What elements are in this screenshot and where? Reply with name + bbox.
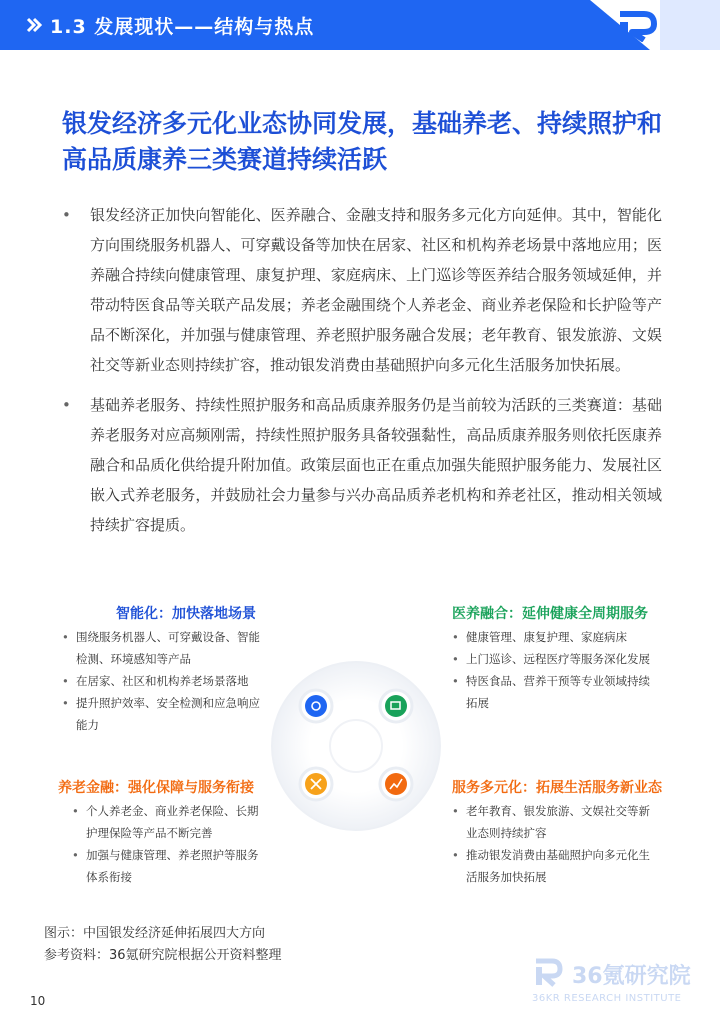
quadrant-title-finance: 养老金融：强化保障与服务衔接 [58, 780, 254, 796]
list-item: • 老年教育、银发旅游、文娱社交等新业态则持续扩容 [452, 800, 652, 844]
medical-monitor-icon [380, 690, 412, 722]
figure-caption: 图示：中国银发经济延伸拓展四大方向 [44, 926, 266, 941]
brand-logo-icon [618, 10, 658, 42]
center-ring-graphic [270, 660, 442, 832]
institute-logo-text: 36氪研究院 [572, 964, 691, 989]
list-item: • 推动银发消费由基础照护向多元化生活服务加快拓展 [452, 844, 652, 888]
bullet-item: • 银发经济正加快向智能化、医养融合、金融支持和服务多元化方向延伸。其中，智能化方向围绕服务机器人、可穿戴设备等加快在居家、社区和机构养老场景中落地应用；医养融合持续向健康管理、康复护理、家庭病床、上门巡诊等医养结合服务领域延伸，并带动特医食品等关联产品发展；养老金融围绕个人养老金、商业养老保险和长护险等产品不断深化，并加强与健康管理、养老照护服务融合发展；老年教育、银发旅游、文娱社交等新业态则持续扩容，推动银发消费由基础照护向多元化生活服务加快拓展。 [62, 200, 662, 380]
section-title: 1.3 发展现状——结构与热点 [50, 16, 315, 38]
institute-logo-subtext: 36KR RESEARCH INSTITUTE [532, 993, 682, 1004]
list-item: • 加强与健康管理、养老照护等服务体系衔接 [72, 844, 267, 888]
page-number: 10 [30, 994, 46, 1008]
quadrant-title-service: 服务多元化：拓展生活服务新业态 [452, 780, 662, 796]
list-item: • 在居家、社区和机构养老场景落地 [62, 670, 267, 692]
page-headline: 银发经济多元化业态协同发展，基础养老、持续照护和高品质康养三类赛道持续活跃 [62, 109, 663, 174]
quadrant-list-service [452, 800, 652, 888]
list-item: • 特医食品、营养干预等专业领域持续拓展 [452, 670, 652, 714]
service-chart-icon [380, 768, 412, 800]
source-caption: 参考资料：36氪研究院根据公开资料整理 [44, 948, 282, 963]
finance-cross-icon [300, 768, 332, 800]
chevron-right-icon [26, 17, 42, 33]
quadrant-title-medical: 医养融合：延伸健康全周期服务 [452, 606, 648, 622]
list-item: • 提升照护效率、安全检测和应急响应能力 [62, 692, 267, 736]
quadrant-list-intelligent [62, 626, 267, 736]
quadrant-title-intelligent: 智能化：加快落地场景 [116, 606, 256, 622]
quadrant-list-finance [72, 800, 267, 888]
brain-chip-icon [300, 690, 332, 722]
bullet-list [62, 200, 662, 550]
list-item: • 围绕服务机器人、可穿戴设备、智能检测、环境感知等产品 [62, 626, 267, 670]
list-item: • 上门巡诊、远程医疗等服务深化发展 [452, 648, 652, 670]
bullet-item: • 基础养老服务、持续性照护服务和高品质康养服务仍是当前较为活跃的三类赛道：基础养老服务对应高频刚需，持续性照护服务具备较强黏性，高品质康养服务则依托医康养融合和品质化供给提升附加值。政策层面也正在重点加强失能照护服务能力、发展社区嵌入式养老服务，并鼓励社会力量参与兴办高品质养老机构和养老社区，推动相关领域持续扩容提质。 [62, 390, 662, 540]
quadrant-list-medical [452, 626, 652, 714]
header-band [0, 0, 720, 50]
institute-logo-watermark [532, 955, 702, 1005]
list-item: • 个人养老金、商业养老保险、长期护理保险等产品不断完善 [72, 800, 267, 844]
list-item: • 健康管理、康复护理、家庭病床 [452, 626, 652, 648]
